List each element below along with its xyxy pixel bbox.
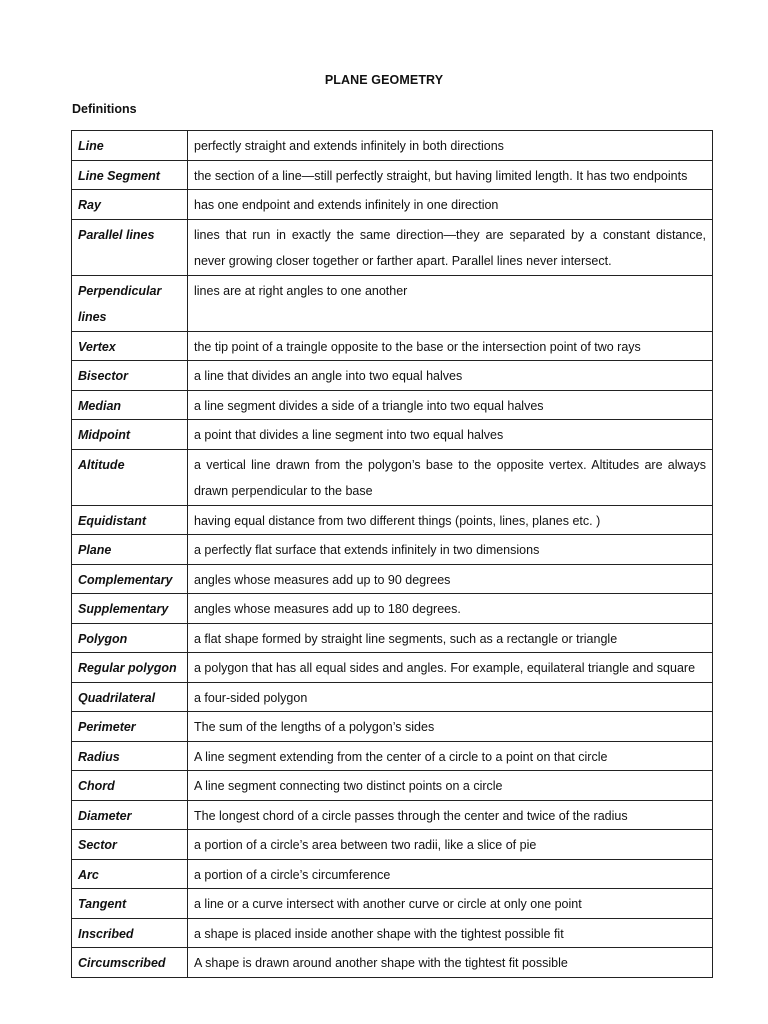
section-heading: Definitions xyxy=(72,102,137,116)
definition-term: Line xyxy=(72,131,188,161)
definition-text: a line or a curve intersect with another curve or circle at only one point xyxy=(188,889,713,919)
definition-text: the tip point of a traingle opposite to the base or the intersection point of two rays xyxy=(188,331,713,361)
definition-term: Parallel lines xyxy=(72,219,188,275)
definition-text: lines are at right angles to one another xyxy=(188,275,713,331)
definition-term: Diameter xyxy=(72,800,188,830)
definition-term: Equidistant xyxy=(72,505,188,535)
definition-text: the section of a line—still perfectly straight, but having limited length. It has two endpoints xyxy=(188,160,713,190)
definition-term: Ray xyxy=(72,190,188,220)
definition-term: Median xyxy=(72,390,188,420)
definition-row xyxy=(72,505,713,535)
definition-row xyxy=(72,361,713,391)
definition-row xyxy=(72,594,713,624)
definition-term: Bisector xyxy=(72,361,188,391)
definition-term: Perimeter xyxy=(72,712,188,742)
definition-term: Quadrilateral xyxy=(72,682,188,712)
definition-term: Chord xyxy=(72,771,188,801)
definition-term: Inscribed xyxy=(72,918,188,948)
definition-row xyxy=(72,449,713,505)
definition-row xyxy=(72,219,713,275)
definition-text: perfectly straight and extends infinitely in both directions xyxy=(188,131,713,161)
definitions-table-body xyxy=(72,131,713,978)
definitions-table xyxy=(71,130,713,978)
definition-row xyxy=(72,160,713,190)
definition-row xyxy=(72,190,713,220)
definition-row xyxy=(72,741,713,771)
definition-row xyxy=(72,275,713,331)
definition-row xyxy=(72,771,713,801)
definition-text: angles whose measures add up to 180 degrees. xyxy=(188,594,713,624)
definition-text: The longest chord of a circle passes through the center and twice of the radius xyxy=(188,800,713,830)
definition-row xyxy=(72,653,713,683)
definition-term: Supplementary xyxy=(72,594,188,624)
definition-text: The sum of the lengths of a polygon’s sides xyxy=(188,712,713,742)
definition-row xyxy=(72,682,713,712)
definition-term: Circumscribed xyxy=(72,948,188,978)
definition-text: has one endpoint and extends infinitely in one direction xyxy=(188,190,713,220)
definition-row xyxy=(72,948,713,978)
definition-term: Arc xyxy=(72,859,188,889)
definition-text: a point that divides a line segment into two equal halves xyxy=(188,420,713,450)
definition-text: lines that run in exactly the same direction—they are separated by a constant distance, never growing closer together or farther apart. Parallel lines never intersect. xyxy=(188,219,713,275)
definition-text: angles whose measures add up to 90 degrees xyxy=(188,564,713,594)
definition-text: A line segment connecting two distinct points on a circle xyxy=(188,771,713,801)
definition-term: Sector xyxy=(72,830,188,860)
definition-term: Polygon xyxy=(72,623,188,653)
definition-term: Altitude xyxy=(72,449,188,505)
definition-text: a portion of a circle’s area between two radii, like a slice of pie xyxy=(188,830,713,860)
definition-text: a shape is placed inside another shape with the tightest possible fit xyxy=(188,918,713,948)
definition-term: Vertex xyxy=(72,331,188,361)
definition-row xyxy=(72,131,713,161)
definition-term: Midpoint xyxy=(72,420,188,450)
definition-term: Tangent xyxy=(72,889,188,919)
definition-text: a perfectly flat surface that extends infinitely in two dimensions xyxy=(188,535,713,565)
definition-text: A shape is drawn around another shape with the tightest fit possible xyxy=(188,948,713,978)
definition-text: having equal distance from two different things (points, lines, planes etc. ) xyxy=(188,505,713,535)
definition-text: a line segment divides a side of a triangle into two equal halves xyxy=(188,390,713,420)
definition-text: a polygon that has all equal sides and angles. For example, equilateral triangle and square xyxy=(188,653,713,683)
definition-term: Regular polygon xyxy=(72,653,188,683)
definition-term: Plane xyxy=(72,535,188,565)
definition-row xyxy=(72,564,713,594)
definition-row xyxy=(72,712,713,742)
definition-row xyxy=(72,420,713,450)
definition-row xyxy=(72,623,713,653)
definition-text: a flat shape formed by straight line segments, such as a rectangle or triangle xyxy=(188,623,713,653)
definition-row xyxy=(72,918,713,948)
definition-term: Perpendicular lines xyxy=(72,275,188,331)
definition-text: a vertical line drawn from the polygon’s base to the opposite vertex. Altitudes are always drawn perpendicular to the base xyxy=(188,449,713,505)
definition-row xyxy=(72,331,713,361)
definition-term: Line Segment xyxy=(72,160,188,190)
definition-text: A line segment extending from the center of a circle to a point on that circle xyxy=(188,741,713,771)
definition-row xyxy=(72,830,713,860)
definition-term: Complementary xyxy=(72,564,188,594)
definition-row xyxy=(72,800,713,830)
definition-text: a portion of a circle’s circumference xyxy=(188,859,713,889)
definition-text: a line that divides an angle into two equal halves xyxy=(188,361,713,391)
definition-text: a four-sided polygon xyxy=(188,682,713,712)
definition-row xyxy=(72,535,713,565)
definition-term: Radius xyxy=(72,741,188,771)
definition-row xyxy=(72,889,713,919)
definition-row xyxy=(72,859,713,889)
page-title: PLANE GEOMETRY xyxy=(324,73,444,87)
definition-row xyxy=(72,390,713,420)
